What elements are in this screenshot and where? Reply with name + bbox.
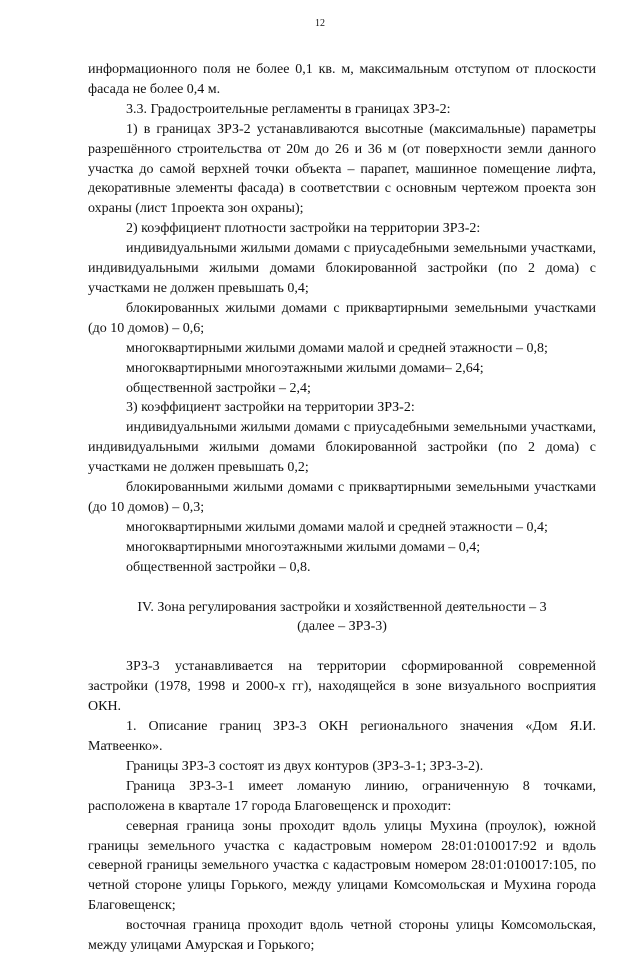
section-heading-line1: IV. Зона регулирования застройки и хозяйственной деятельности – 3 [137,599,547,615]
paragraph: северная граница зоны проходит вдоль улицы Мухина (проулок), южной границы земельного участка с кадастровым номером 28:01:010017:92 и вдоль северной границы земельного участка с кадастровым номером 28:01:010017:105, по четной стороне улицы Горького, между улицами Комсомольская и Мухина города Благовещенск; [88,818,596,914]
paragraph: Граница ЗРЗ-3-1 имеет ломаную линию, ограниченную 8 точками, расположена в квартале 17 города Благовещенск и проходит: [88,778,596,814]
list-item: индивидуальными жилыми домами с приусадебными земельными участками, индивидуальными жилыми домами блокированной застройки (по 2 дома) с участками не должен превышать 0,4; [88,241,596,296]
list-item: многоквартирными многоэтажными жилыми домами– 2,64; [126,360,484,376]
list-item: блокированных жилыми домами с приквартирными земельными участками (до 10 домов) – 0,6; [88,300,596,336]
subsection-title: 3.3. Градостроительные регламенты в границах ЗРЗ-2: [126,101,451,117]
paragraph: 1. Описание границ ЗРЗ-3 ОКН регионального значения «Дом Я.И. Матвеенко». [88,719,596,754]
list-item: многоквартирными жилыми домами малой и средней этажности – 0,4; [126,519,548,535]
paragraph: информационного поля не более 0,1 кв. м, максимальным отступом от плоскости фасада не более 0,4 м. [88,62,596,97]
paragraph: ЗРЗ-3 устанавливается на территории сформированной современной застройки (1978, 1998 и 2000-х гг), находящейся в зоне визуального восприятия ОКН. [88,659,596,715]
list-item: индивидуальными жилыми домами с приусадебными земельными участками, индивидуальными жилыми домами блокированной застройки (по 2 дома) с участками не должен превышать 0,2; [88,420,596,476]
paragraph: восточная граница проходит вдоль четной стороны улицы Комсомольская, между улицами Амурская и Горького; [88,918,596,954]
list-item: 2) коэффициент плотности застройки на территории ЗРЗ-2: [126,221,481,237]
list-item: многоквартирными многоэтажными жилыми домами – 0,4; [126,539,481,555]
list-item: блокированными жилыми домами с приквартирными земельными участками (до 10 домов) – 0,3; [88,480,596,515]
document-body [88,60,596,956]
paragraph: Границы ЗРЗ-3 состоят из двух контуров (ЗРЗ-3-1; ЗРЗ-3-2). [126,758,484,774]
list-item: 3) коэффициент застройки на территории ЗРЗ-2: [126,400,415,416]
section-heading-line2: (далее – ЗРЗ-3) [297,619,387,635]
page-number: 12 [315,18,325,29]
list-item: общественной застройки – 0,8. [126,559,311,575]
list-item: многоквартирными жилыми домами малой и средней этажности – 0,8; [126,340,548,356]
list-item: общественной застройки – 2,4; [126,380,311,396]
paragraph: 1) в границах ЗРЗ-2 устанавливаются высотные (максимальные) параметры разрешённого строительства от 20м до 26 и 36 м (от поверхности земли данного участка до самой верхней точки объекта – парапет, машинное помещение лифта, декоративные элементы фасада) в соответствии с основным чертежом проекта зон охраны (лист 1проекта зон охраны); [88,121,596,217]
